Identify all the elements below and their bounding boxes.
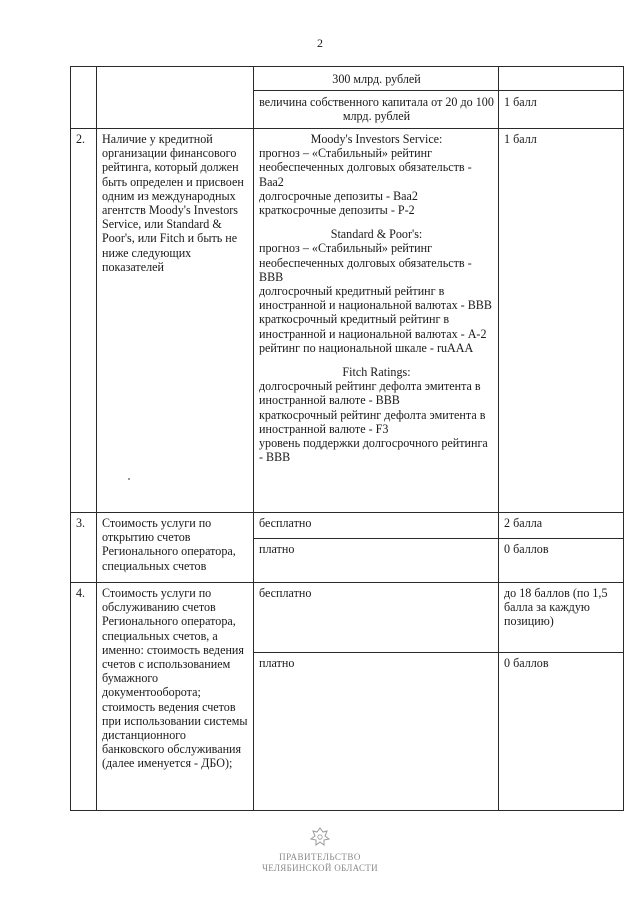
rating-line: прогноз – «Стабильный» рейтинг необеспеченных долговых обязательств - Baa2 xyxy=(259,146,472,189)
table-row xyxy=(71,67,624,91)
criterion-text: Стоимость услуги по обслуживанию счетов Регионального оператора, специальных счетов, а именно: стоимость ведения счетов с использованием бумажного документооборота; стоимость ведения счетов при использовании системы дистанционного банковского обслуживания (далее именуется - ДБО); xyxy=(97,583,254,811)
scan-speck xyxy=(128,478,130,480)
sp-title: Standard & Poor's: xyxy=(330,227,423,242)
condition-cell: величина собственного капитала от 20 до 100 млрд. рублей xyxy=(254,91,499,129)
rating-line: рейтинг по национальной шкале - ruAAA xyxy=(259,340,474,355)
rating-line: долгосрочный кредитный рейтинг в иностранной и национальной валютах - BBB xyxy=(259,284,492,313)
score-cell: 0 баллов xyxy=(499,539,624,583)
table-row xyxy=(71,513,624,539)
rating-line: краткосрочные депозиты - P-2 xyxy=(259,203,415,218)
criteria-table xyxy=(70,66,624,811)
emblem-icon xyxy=(309,826,331,850)
condition-cell: бесплатно xyxy=(254,583,499,653)
page-number: 2 xyxy=(317,36,323,50)
rating-line: прогноз – «Стабильный» рейтинг необеспеченных долговых обязательств - BBB xyxy=(259,241,472,284)
condition-cell: платно xyxy=(254,653,499,811)
condition-cell: бесплатно xyxy=(254,513,499,539)
number-cell xyxy=(71,67,97,129)
criterion-text: Стоимость услуги по открытию счетов Регионального оператора, специальных счетов xyxy=(97,513,254,583)
criterion-cell xyxy=(97,67,254,129)
rating-line: краткосрочный рейтинг дефолта эмитента в иностранной валюте - F3 xyxy=(259,407,486,436)
score-cell: 2 балла xyxy=(499,513,624,539)
score-cell: 1 балл xyxy=(499,129,624,513)
row-number: 2. xyxy=(71,129,97,513)
rating-line: долгосрочные депозиты - Baa2 xyxy=(259,188,418,203)
rating-line: долгосрочный рейтинг дефолта эмитента в иностранной валюте - BBB xyxy=(259,379,481,408)
score-cell xyxy=(499,67,624,91)
condition-cell: 300 млрд. рублей xyxy=(254,67,499,91)
rating-line: краткосрочный кредитный рейтинг в иностранной и национальной валютах - A-2 xyxy=(259,312,487,341)
row-number: 4. xyxy=(71,583,97,811)
footer-line-2: ЧЕЛЯБИНСКОЙ ОБЛАСТИ xyxy=(262,863,378,873)
rating-line: уровень поддержки долгосрочного рейтинга - BBB xyxy=(259,436,488,465)
criterion-text: Наличие у кредитной организации финансового рейтинга, который должен быть определен и присвоен одним из международных агентств Moody's Investors Service, или Standard & Poor's, или Fitch и быть не ниже следующих показателей xyxy=(97,129,254,513)
row-number: 3. xyxy=(71,513,97,583)
table-row xyxy=(71,583,624,653)
footer-line-1: ПРАВИТЕЛЬСТВО xyxy=(279,852,361,862)
score-cell: 0 баллов xyxy=(499,653,624,811)
score-cell: до 18 баллов (по 1,5 балла за каждую позицию) xyxy=(499,583,624,653)
condition-cell: платно xyxy=(254,539,499,583)
ratings-cell xyxy=(254,129,499,513)
score-cell: 1 балл xyxy=(499,91,624,129)
moodys-title: Moody's Investors Service: xyxy=(310,132,443,146)
footer-stamp xyxy=(0,826,640,874)
table-row xyxy=(71,129,624,513)
fitch-title: Fitch Ratings: xyxy=(342,365,411,380)
